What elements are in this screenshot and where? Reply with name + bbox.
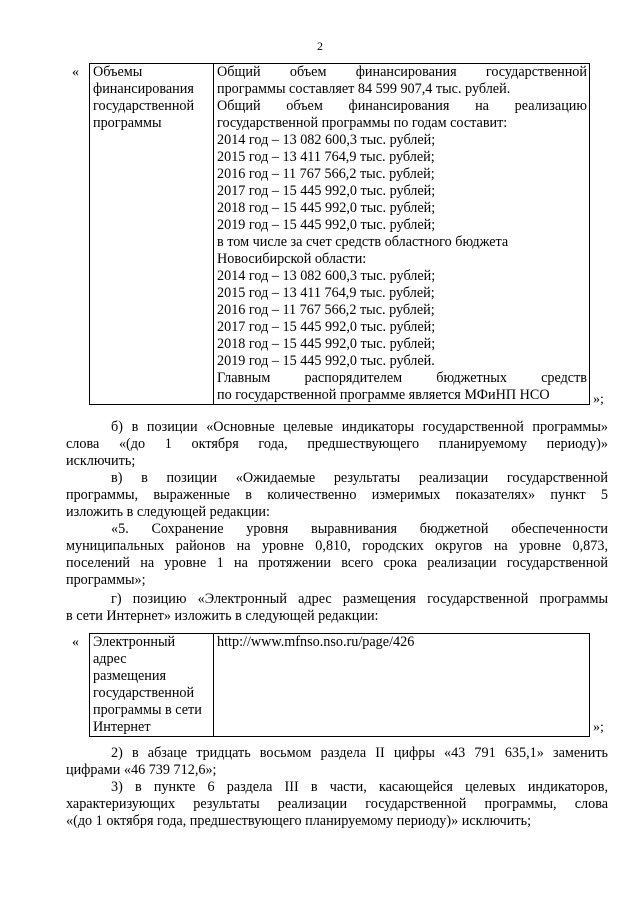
funding-line: государственной программы по годам составит: — [217, 115, 508, 131]
page-number: 2 — [317, 39, 323, 53]
funding-line: 2014 год – 13 082 600,3 тыс. рублей; — [217, 132, 436, 148]
paragraph-line: «5. Сохранение уровня выравнивания бюджетной обеспеченности — [111, 521, 608, 537]
funding-content-cell — [214, 64, 590, 405]
funding-label-line: Объемы — [93, 64, 143, 80]
web-address-label-line: Электронный — [93, 634, 176, 650]
paragraph-line: поселений на уровне 1 на протяжении всего срока реализации государственной — [66, 555, 608, 571]
funding-label-line: финансирования — [93, 81, 194, 97]
table2-open-quote: « — [72, 635, 79, 650]
paragraph-line: г) позицию «Электронный адрес размещения государственной программы — [111, 591, 608, 607]
table1-open-quote: « — [72, 65, 79, 80]
paragraph-line: изложить в следующей редакции: — [66, 504, 270, 520]
funding-table — [89, 63, 590, 405]
paragraph-line: программы, выраженные в количественно измеримых показателях» пункт 5 — [66, 487, 608, 503]
funding-line: 2016 год – 11 767 566,2 тыс. рублей; — [217, 166, 435, 182]
paragraph-line: 2) в абзаце тридцать восьмом раздела II цифры «43 791 635,1» заменить — [111, 745, 608, 761]
web-address-value-cell — [214, 634, 590, 737]
paragraph-line: в) в позиции «Ожидаемые результаты реализации государственной — [111, 470, 608, 486]
funding-line: Общий объем финансирования на реализацию — [217, 98, 587, 114]
web-address-url: http://www.mfnso.nso.ru/page/426 — [217, 634, 415, 650]
paragraph-line: характеризующих результаты реализации государственной программы, слова — [66, 796, 608, 812]
paragraph-v — [66, 470, 608, 521]
paragraph-line: муниципальных районов на уровне 0,810, городских округов на уровне 0,873, — [66, 538, 608, 554]
paragraph-line: исключить; — [66, 453, 136, 469]
funding-line: Главным распорядителем бюджетных средств — [217, 370, 587, 386]
paragraph-3 — [66, 779, 608, 830]
web-address-label-line: Интернет — [93, 719, 151, 735]
web-address-label-cell — [90, 634, 214, 737]
funding-line: программы составляет 84 599 907,4 тыс. рублей. — [217, 81, 511, 97]
paragraph-line: «(до 1 октября года, предшествующего планируемому периоду)» исключить; — [66, 813, 532, 829]
funding-line: 2017 год – 15 445 992,0 тыс. рублей; — [217, 319, 436, 335]
funding-label-line: программы — [93, 115, 162, 131]
funding-line: 2019 год – 15 445 992,0 тыс. рублей. — [217, 353, 435, 369]
paragraph-b — [66, 419, 608, 470]
paragraph-line: б) в позиции «Основные целевые индикаторы государственной программы» — [111, 419, 608, 435]
web-address-label-line: адрес — [93, 651, 127, 667]
funding-line: 2018 год – 15 445 992,0 тыс. рублей; — [217, 336, 436, 352]
funding-line: 2019 год – 15 445 992,0 тыс. рублей; — [217, 217, 436, 233]
funding-line: по государственной программе является МФиНП НСО — [217, 387, 550, 403]
funding-label-cell — [90, 64, 214, 405]
funding-line: Общий объем финансирования государственной — [217, 64, 587, 80]
web-address-table — [89, 633, 590, 737]
funding-line: 2017 год – 15 445 992,0 тыс. рублей; — [217, 183, 436, 199]
paragraph-line: 3) в пункте 6 раздела III в части, касающейся целевых индикаторов, — [111, 779, 608, 795]
paragraph-2 — [66, 745, 608, 779]
table1-close-quote: »; — [593, 392, 604, 407]
funding-line: 2015 год – 13 411 764,9 тыс. рублей; — [217, 285, 435, 301]
web-address-label-line: государственной — [93, 685, 195, 701]
funding-label-line: государственной — [93, 98, 195, 114]
paragraph-item-5 — [66, 521, 608, 589]
funding-line: в том числе за счет средств областного бюджета — [217, 234, 509, 250]
funding-line: Новосибирской области: — [217, 251, 367, 267]
funding-line: 2014 год – 13 082 600,3 тыс. рублей; — [217, 268, 436, 284]
funding-line: 2015 год – 13 411 764,9 тыс. рублей; — [217, 149, 435, 165]
web-address-label-line: размещения — [93, 668, 167, 684]
paragraph-line: в сети Интернет» изложить в следующей редакции: — [66, 608, 379, 624]
paragraph-line: программы»; — [66, 572, 146, 588]
paragraph-g — [66, 591, 608, 625]
funding-line: 2018 год – 15 445 992,0 тыс. рублей; — [217, 200, 436, 216]
paragraph-line: слова «(до 1 октября года, предшествующего планируемому периоду)» — [66, 436, 608, 452]
paragraph-line: цифрами «46 739 712,6»; — [66, 762, 217, 778]
web-address-label-line: программы в сети — [93, 702, 202, 718]
funding-line: 2016 год – 11 767 566,2 тыс. рублей; — [217, 302, 435, 318]
table2-close-quote: »; — [593, 720, 604, 735]
